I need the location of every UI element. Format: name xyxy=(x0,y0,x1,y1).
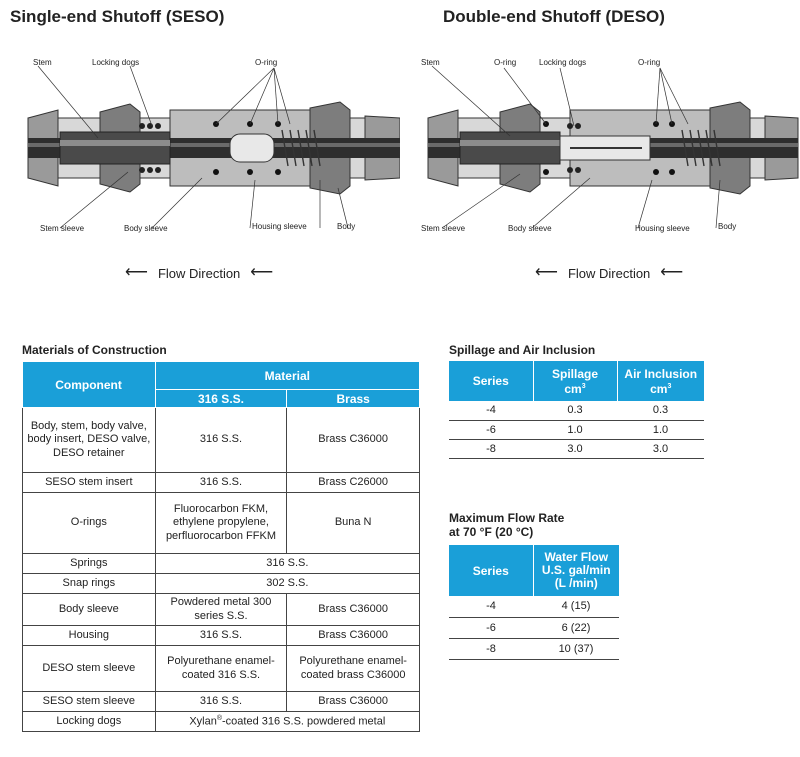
row-component: Snap rings xyxy=(23,574,156,594)
deso-title: Double-end Shutoff (DESO) xyxy=(443,7,665,26)
row-component: SESO stem sleeve xyxy=(23,692,156,712)
row-brass: Brass C26000 xyxy=(287,473,420,493)
row-brass: Brass C36000 xyxy=(287,408,420,473)
deso-label-stem: Stem xyxy=(421,58,440,67)
row-component: O-rings xyxy=(23,493,156,554)
header-spillage-label: Spillage xyxy=(551,366,598,381)
seso-label-locking-dogs: Locking dogs xyxy=(92,58,140,67)
table-row xyxy=(23,692,420,712)
deso-label-housing-sleeve: Housing sleeve xyxy=(635,224,690,233)
row-component: SESO stem insert xyxy=(23,473,156,493)
header-series: Series xyxy=(449,361,533,401)
table-row xyxy=(449,401,704,420)
table-row xyxy=(449,596,619,617)
header-series: Series xyxy=(449,545,533,596)
header-water-line2: U.S. gal/min xyxy=(541,563,611,577)
cell-series: -4 xyxy=(449,596,533,617)
table-row xyxy=(23,493,420,554)
header-water-flow xyxy=(533,545,619,596)
row-component: Body sleeve xyxy=(23,594,156,626)
row-component: Locking dogs xyxy=(23,712,156,732)
cell-flow: 10 (37) xyxy=(533,638,619,659)
cell-flow: 6 (22) xyxy=(533,617,619,638)
table-row xyxy=(23,626,420,646)
header-air-label: Air Inclusion xyxy=(624,366,698,381)
header-316ss: 316 S.S. xyxy=(155,390,287,408)
cell-series: -6 xyxy=(449,420,533,439)
seso-label-stem: Stem xyxy=(33,58,52,67)
row-brass: Buna N xyxy=(287,493,420,554)
cell-air: 0.3 xyxy=(617,401,704,420)
row-ss: 316 S.S. xyxy=(155,692,287,712)
header-water-line3: (L /min) xyxy=(554,576,598,590)
table-row xyxy=(449,617,619,638)
flow-rate-title-line2: at 70 °F (20 °C) xyxy=(449,525,534,539)
seso-label-o-ring: O-ring xyxy=(255,58,278,67)
row-brass: Brass C36000 xyxy=(287,594,420,626)
table-row xyxy=(23,646,420,692)
cell-spillage: 0.3 xyxy=(533,401,617,420)
seso-label-stem-sleeve: Stem sleeve xyxy=(40,224,85,233)
spillage-title: Spillage and Air Inclusion xyxy=(449,343,596,357)
header-air-inclusion xyxy=(617,361,704,401)
seso-flow-label: Flow Direction xyxy=(157,265,241,281)
xylan-suffix: -coated 316 S.S. powdered metal xyxy=(222,715,386,728)
header-brass: Brass xyxy=(287,390,420,408)
row-component: Body, stem, body valve, body insert, DESO valve, DESO retainer xyxy=(23,408,156,473)
seso-cross-section xyxy=(20,60,400,240)
seso-title: Single-end Shutoff (SESO) xyxy=(10,7,225,26)
deso-label-locking-dogs: Locking dogs xyxy=(539,58,587,67)
cell-flow: 4 (15) xyxy=(533,596,619,617)
table-row xyxy=(23,594,420,626)
cell-series: -8 xyxy=(449,439,533,458)
deso-flow-label: Flow Direction xyxy=(567,265,651,281)
row-brass: Brass C36000 xyxy=(287,626,420,646)
row-brass: Polyurethane enamel-coated brass C36000 xyxy=(287,646,420,692)
cell-air: 1.0 xyxy=(617,420,704,439)
deso-label-body-sleeve: Body sleeve xyxy=(508,224,552,233)
seso-label-housing-sleeve: Housing sleeve xyxy=(252,222,307,231)
cell-spillage: 3.0 xyxy=(533,439,617,458)
row-ss: 316 S.S. xyxy=(155,408,287,473)
arrow-left-icon: ⟵ xyxy=(250,264,274,281)
table-row xyxy=(449,420,704,439)
deso-label-body: Body xyxy=(718,222,737,231)
unit-sup: 3 xyxy=(581,382,586,390)
cell-air: 3.0 xyxy=(617,439,704,458)
flow-rate-title xyxy=(449,511,564,539)
row-both xyxy=(155,712,419,732)
header-material: Material xyxy=(155,362,419,390)
row-both: 302 S.S. xyxy=(155,574,419,594)
table-row xyxy=(23,408,420,473)
unit-label: cm xyxy=(650,381,668,396)
cell-series: -4 xyxy=(449,401,533,420)
cell-series: -6 xyxy=(449,617,533,638)
table-row xyxy=(23,712,420,732)
unit-label: cm xyxy=(564,381,582,396)
table-row xyxy=(449,439,704,458)
seso-flow-direction xyxy=(125,265,273,281)
row-both: 316 S.S. xyxy=(155,554,419,574)
spillage-table xyxy=(449,361,704,459)
cell-spillage: 1.0 xyxy=(533,420,617,439)
table-row xyxy=(23,574,420,594)
header-air-unit xyxy=(618,381,705,395)
row-ss: 316 S.S. xyxy=(155,626,287,646)
row-ss: Polyurethane enamel-coated 316 S.S. xyxy=(155,646,287,692)
deso-cross-section xyxy=(420,60,800,240)
materials-table xyxy=(22,361,420,732)
row-component: Housing xyxy=(23,626,156,646)
row-component: Springs xyxy=(23,554,156,574)
arrow-left-icon: ⟵ xyxy=(535,264,558,281)
deso-diagram xyxy=(420,60,800,240)
header-water-line1: Water Flow xyxy=(544,550,609,564)
header-component: Component xyxy=(23,362,156,408)
header-spillage-unit xyxy=(534,381,617,395)
flow-rate-title-line1: Maximum Flow Rate xyxy=(449,511,565,525)
flow-rate-table xyxy=(449,545,619,660)
cell-series: -8 xyxy=(449,638,533,659)
seso-label-body: Body xyxy=(337,222,356,231)
deso-flow-direction xyxy=(535,265,683,281)
table-row xyxy=(23,554,420,574)
row-ss: Fluorocarbon FKM, ethylene propylene, perfluorocarbon FFKM xyxy=(155,493,287,554)
table-row xyxy=(23,473,420,493)
deso-label-stem-sleeve: Stem sleeve xyxy=(421,224,466,233)
seso-label-body-sleeve: Body sleeve xyxy=(124,224,168,233)
arrow-left-icon: ⟵ xyxy=(660,264,684,281)
table-row xyxy=(449,638,619,659)
registered-mark: ® xyxy=(216,714,223,722)
row-brass: Brass C36000 xyxy=(287,692,420,712)
row-ss: Powdered metal 300 series S.S. xyxy=(155,594,287,626)
materials-title: Materials of Construction xyxy=(22,343,167,357)
row-component: DESO stem sleeve xyxy=(23,646,156,692)
xylan-prefix: Xylan xyxy=(189,715,217,728)
deso-label-o-ring-left: O-ring xyxy=(494,58,517,67)
row-ss: 316 S.S. xyxy=(155,473,287,493)
arrow-left-icon: ⟵ xyxy=(125,264,148,281)
deso-label-o-ring-right: O-ring xyxy=(638,58,661,67)
header-spillage xyxy=(533,361,617,401)
seso-diagram xyxy=(20,60,400,240)
unit-sup: 3 xyxy=(667,382,672,390)
